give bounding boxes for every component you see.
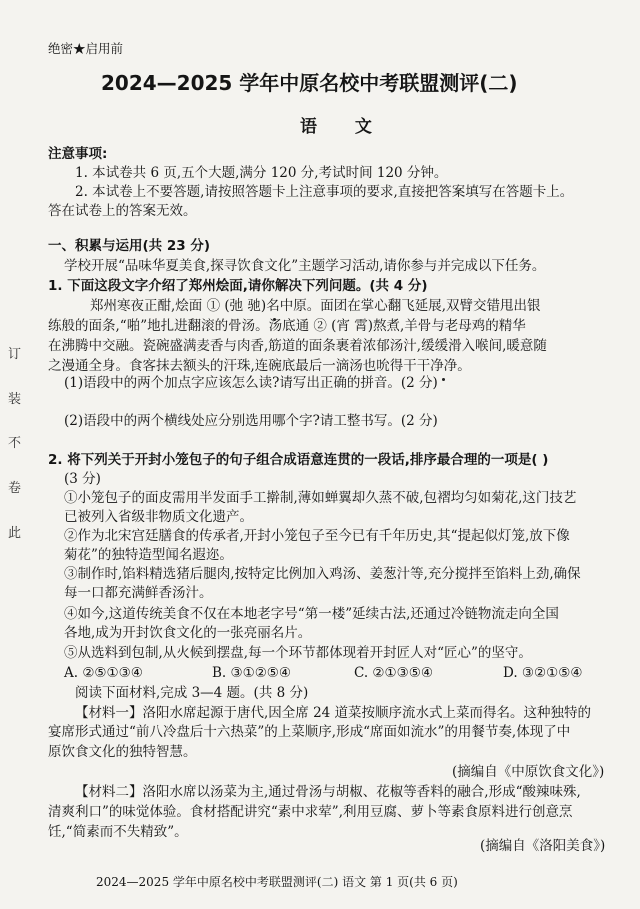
page-title: 2024—2025 学年中原名校中考联盟测评(二) — [101, 71, 518, 95]
material-2-cont: 清爽利口”的味觉体验。食材搭配讲究“素中求荤”,利用豆腐、萝卜等素食原料进行创意烹 — [48, 804, 573, 820]
notice-item-2-cont: 答在试卷上的答案无效。 — [48, 203, 197, 219]
sentence-2-cont: 菊花”的独特造型闻名遐迩。 — [64, 547, 233, 563]
margin-char-5: 此 — [8, 526, 22, 541]
option-a: A. ②⑤①③④ — [64, 665, 143, 681]
section-intro: 学校开展“品味华夏美食,探寻饮食文化”主题学习活动,请你参与并完成以下任务。 — [64, 258, 546, 274]
margin-char-2: 装 — [8, 392, 22, 407]
margin-char-1: 订 — [8, 347, 22, 362]
sentence-2: ②作为北宋宫廷膳食的传承者,开封小笼包子至今已有千年历史,其“提起似灯笼,放下像 — [64, 528, 570, 544]
notice-heading: 注意事项: — [48, 146, 108, 162]
material-1: 【材料一】洛阳水席起源于唐代,因全席 24 道菜按顺序流水式上菜而得名。这种独特的 — [75, 705, 592, 721]
question-1-stem: 1. 下面这段文字介绍了郑州烩面,请你解决下列问题。(共 4 分) — [48, 278, 428, 294]
page-footer: 2024—2025 学年中原名校中考联盟测评(二) 语文 第 1 页(共 6 页) — [96, 875, 458, 889]
margin-char-4: 卷 — [8, 481, 22, 496]
option-b: B. ③①②⑤④ — [212, 665, 292, 681]
question-2-points: (3 分) — [64, 471, 101, 487]
notice-item-1: 1. 本试卷共 6 页,五个大题,满分 120 分,考试时间 120 分钟。 — [75, 165, 448, 181]
sentence-4: ④如今,这道传统美食不仅在本地老字号“第一楼”延续古法,还通过冷链物流走向全国 — [64, 606, 559, 622]
subject-title: 语 文 — [300, 117, 388, 137]
section-heading: 一、积累与运用(共 23 分) — [48, 238, 211, 254]
margin-char-3: 不 — [8, 436, 22, 451]
material-1-cont: 宴席形式通过“前八冷盘后十六热菜”的上菜顺序,形成“席面如流水”的用餐节奏,体现了中 — [48, 724, 571, 740]
q1-subquestion-1: (1)语段中的两个加点字应该怎么读?请写出正确的拼音。(2 分) — [64, 375, 438, 391]
option-d: D. ③②①⑤④ — [503, 665, 583, 681]
option-c: C. ②①③⑤④ — [354, 665, 433, 681]
question-2-stem: 2. 将下列关于开封小笼包子的句子组合成语意连贯的一段话,排序最合理的一项是( ) — [48, 452, 549, 468]
reading-intro: 阅读下面材料,完成 3—4 题。(共 8 分) — [75, 685, 309, 701]
emphasis-dot — [442, 378, 445, 381]
sentence-5: ⑤从选料到包制,从火候到摆盘,每一个环节都体现着开封匠人对“匠心”的坚守。 — [64, 645, 532, 661]
sentence-3-cont: 每一口都充满鲜香汤汁。 — [64, 585, 213, 601]
material-1-source: (摘编自《中原饮食文化》) — [452, 764, 605, 780]
sentence-3: ③制作时,馅料精选猪后腿肉,按特定比例加入鸡汤、姜葱汁等,充分搅拌至馅料上劲,确保 — [64, 566, 581, 582]
material-1-cont: 原饮食文化的独特智慧。 — [48, 744, 197, 760]
q1-passage-line: 郑州寒夜正酣,烩面 ① (弛 驰)名中原。面团在掌心翻飞延展,双臂交错甩出银 — [90, 298, 541, 314]
q1-passage-line: 练般的面条,“啪”地扎进翻滚的骨汤。汤底通 ② (宵 霄)熬煮,羊骨与老母鸡的精华 — [48, 318, 526, 334]
q1-passage-line: 之漫通全身。食客抹去额头的汗珠,连碗底最后一滴汤也吮得干干净净。 — [48, 358, 471, 374]
q1-subquestion-2: (2)语段中的两个横线处应分别选用哪个字?请工整书写。(2 分) — [64, 413, 438, 429]
sentence-4-cont: 各地,成为开封饮食文化的一张亮丽名片。 — [64, 625, 312, 641]
secrecy-label: 绝密★启用前 — [48, 41, 124, 56]
sentence-1-cont: 已被列入省级非物质文化遗产。 — [64, 509, 253, 525]
sentence-1: ①小笼包子的面皮需用半发面手工擀制,薄如蝉翼却久蒸不破,包褶均匀如菊花,这门技艺 — [64, 490, 577, 506]
material-2-source: (摘编自《洛阳美食》) — [480, 838, 606, 854]
material-2-cont: 饪,“简素而不失精致”。 — [48, 824, 188, 840]
q1-passage-line: 在沸腾中交融。瓷碗盛满麦香与肉香,筋道的面条裹着浓郁汤汁,缓缓滑入喉间,暖意随 — [48, 338, 547, 354]
material-2: 【材料二】洛阳水席以汤菜为主,通过骨汤与胡椒、花椒等香料的融合,形成“酸辣味殊, — [75, 784, 581, 800]
notice-item-2: 2. 本试卷上不要答题,请按照答题卡上注意事项的要求,直接把答案填写在答题卡上。 — [75, 184, 574, 200]
